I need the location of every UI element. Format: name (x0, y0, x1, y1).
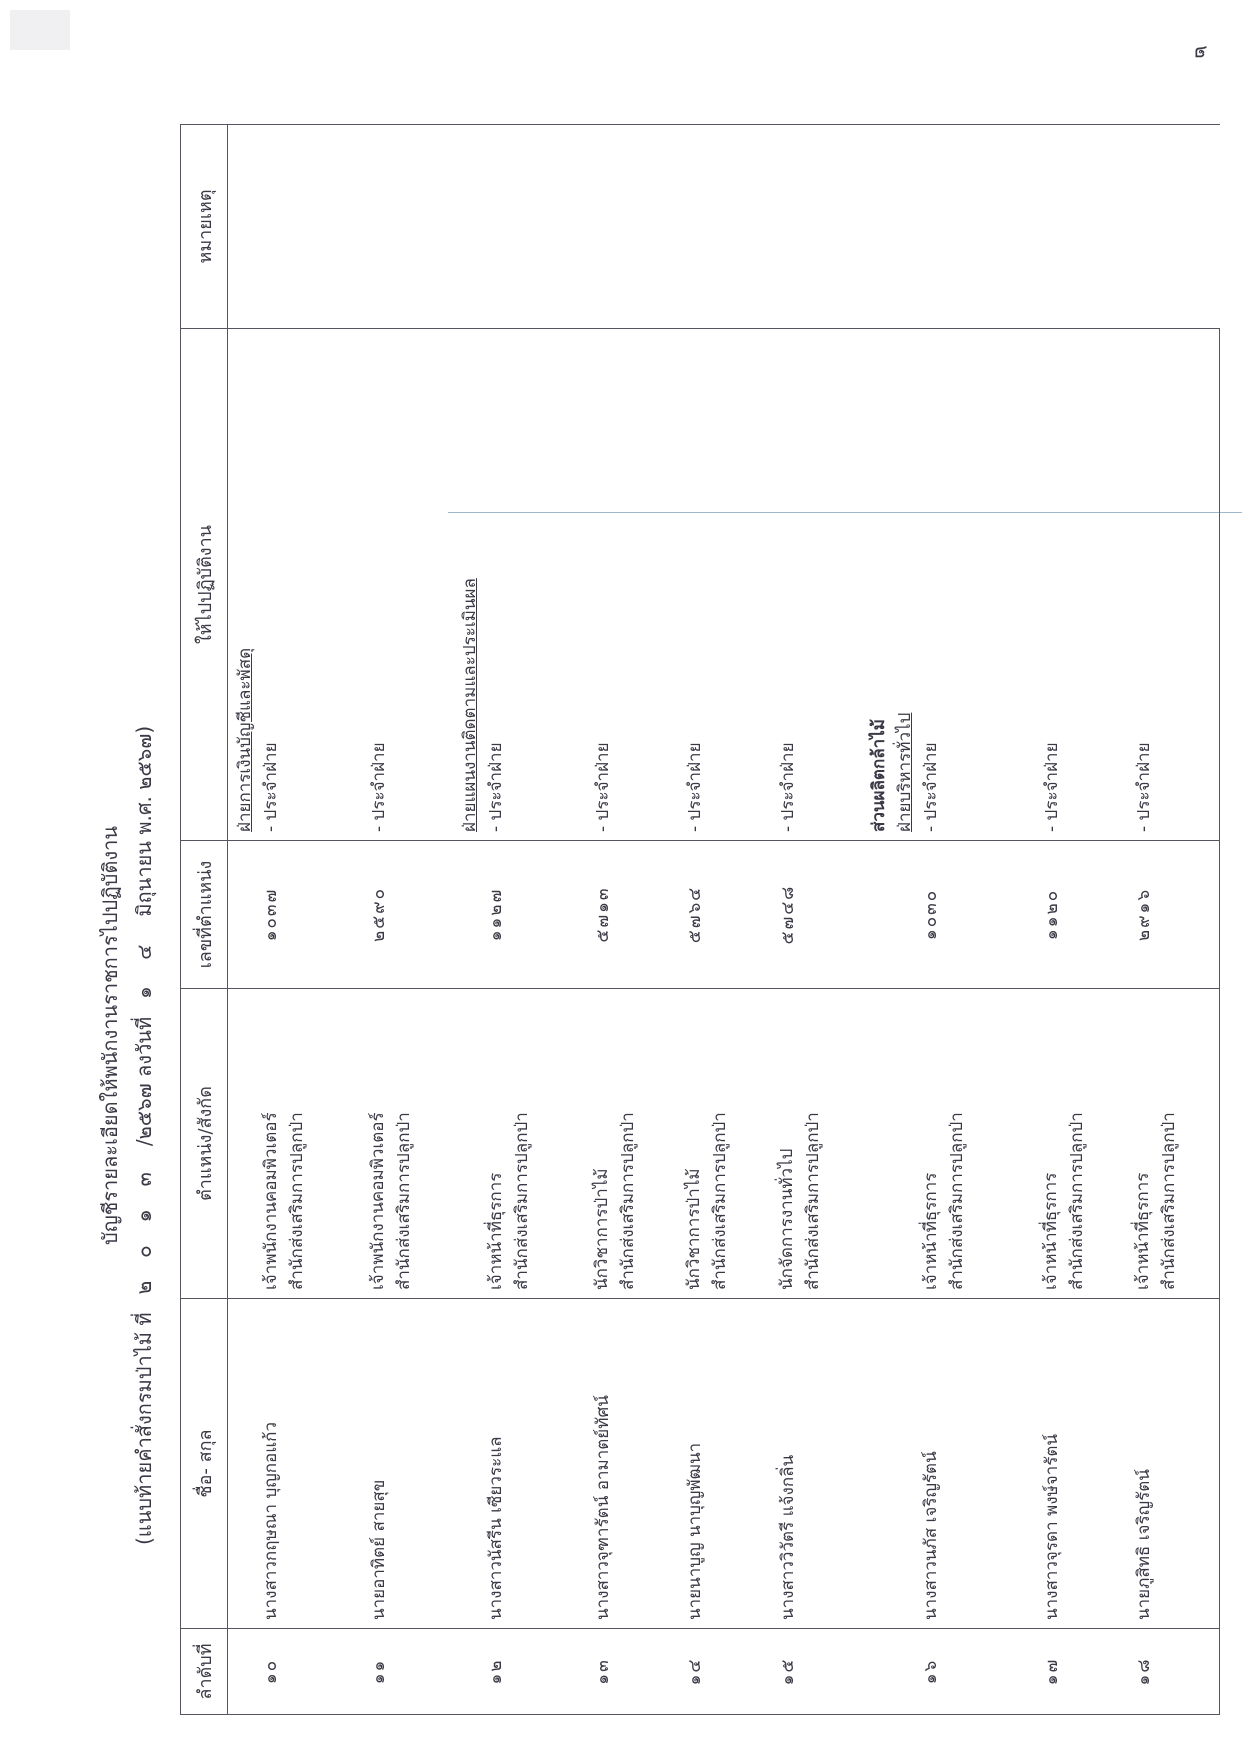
position-number: ๑๑๒๗ (453, 841, 585, 989)
position-number: ๑๐๓๐ (862, 841, 1034, 989)
table-row (862, 125, 1034, 1715)
staff-name: นางสาวนภัส เจริญรัตน์ (862, 1299, 1034, 1629)
assignment: - ประจำฝ่าย (1126, 329, 1219, 841)
assignment: ฝ่ายการเงินบัญชีและพัสดุ - ประจำฝ่าย (228, 329, 361, 841)
table-row (453, 125, 585, 1715)
position-office: เจ้าหน้าที่ธุรการ สำนักส่งเสริมการปลูกป่า (1126, 989, 1219, 1299)
column-header: ชื่อ- สกุล (181, 1299, 228, 1629)
staff-name: นางสาวกฤษณา บุญกอแก้ว (228, 1299, 361, 1629)
column-header: หมายเหตุ (181, 125, 228, 329)
position-office: เจ้าพนักงานคอมพิวเตอร์ สำนักส่งเสริมการปลูกป่า (361, 989, 453, 1299)
table-row (1126, 125, 1219, 1715)
column-header: ให้ไปปฏิบัติงาน (181, 329, 228, 841)
remark (228, 125, 1220, 329)
order-number: ๒ ๐ ๑ ๓ (132, 1164, 156, 1295)
position-office: เจ้าพนักงานคอมพิวเตอร์ สำนักส่งเสริมการปลูกป่า (228, 989, 361, 1299)
assignment: ส่วนผลิตกล้าไม้ ฝ่ายบริหารทั่วไป - ประจำฝ่าย (862, 329, 1034, 841)
staff-name: นายอาทิตย์ สายสุข (361, 1299, 453, 1629)
position-office: นักจัดการงานทั่วไป สำนักส่งเสริมการปลูกป่า (770, 989, 862, 1299)
staff-name: นางสาวจุรดา พงษ์จารัตน์ (1034, 1299, 1126, 1629)
assignment: - ประจำฝ่าย (585, 329, 677, 841)
table-row (228, 125, 361, 1715)
position-office: เจ้าหน้าที่ธุรการ สำนักส่งเสริมการปลูกป่า (862, 989, 1034, 1299)
row-number: ๑๑ (361, 1629, 453, 1715)
position-number: ๒๙๑๖ (1126, 841, 1219, 989)
position-office: นักวิชาการป่าไม้ สำนักส่งเสริมการปลูกป่า (677, 989, 769, 1299)
column-header: เลขที่ตำแหน่ง (181, 841, 228, 989)
scan-edge-mark (10, 10, 70, 50)
order-year: /๒๕๖๗ ลงวันที่ (132, 1016, 156, 1147)
table-header-row (181, 125, 228, 1715)
position-number: ๒๕๙๐ (361, 841, 453, 989)
table-row (585, 125, 677, 1715)
table-row (1034, 125, 1126, 1715)
order-reference-prefix: (แนบท้ายคำสั่งกรมป่าไม้ ที่ (132, 1312, 156, 1545)
assignment: ฝ่ายแผนงานติดตามและประเมินผล - ประจำฝ่าย (453, 329, 585, 841)
page-number: ๒ (1190, 45, 1215, 59)
row-number: ๑๔ (677, 1629, 769, 1715)
position-office: นักวิชาการป่าไม้ สำนักส่งเสริมการปลูกป่า (585, 989, 677, 1299)
row-number: ๑๘ (1126, 1629, 1219, 1715)
position-number: ๑๑๒๐ (1034, 841, 1126, 989)
row-number: ๑๓ (585, 1629, 677, 1715)
position-number: ๕๗๔๘ (770, 841, 862, 989)
assignment: - ประจำฝ่าย (677, 329, 769, 841)
document-title: บัญชีรายละเอียดให้พนักงานราชการไปปฏิบัติงาน (98, 826, 122, 1245)
staff-name: นายภูสิทธิ เจริญรัตน์ (1126, 1299, 1219, 1629)
row-number: ๑๖ (862, 1629, 1034, 1715)
position-office: เจ้าหน้าที่ธุรการ สำนักส่งเสริมการปลูกป่า (453, 989, 585, 1299)
row-number: ๑๐ (228, 1629, 361, 1715)
order-reference (128, 726, 161, 1545)
document-landscape (80, 125, 1220, 1715)
assignment: - ประจำฝ่าย (1034, 329, 1126, 841)
table-row (361, 125, 453, 1715)
staff-name: นางสาวนัสรีน เซียวระแล (453, 1299, 585, 1629)
column-header: ตำแหน่ง/สังกัด (181, 989, 228, 1299)
position-number: ๕๗๑๓ (585, 841, 677, 989)
row-number: ๑๒ (453, 1629, 585, 1715)
title-block (80, 125, 190, 1715)
order-day: ๑ ๔ (132, 934, 156, 999)
position-number: ๑๐๓๗ (228, 841, 361, 989)
row-number: ๑๕ (770, 1629, 862, 1715)
row-number: ๑๗ (1034, 1629, 1126, 1715)
order-month-year: มิถุนายน พ.ศ. ๒๕๖๗) (132, 725, 156, 917)
staff-name: นายนาบูญ นาบุญพัฒนา (677, 1299, 769, 1629)
staff-name: นางสาววิวัตรี แจ้งกลิ่น (770, 1299, 862, 1629)
position-number: ๕๗๖๔ (677, 841, 769, 989)
column-header: ลำดับที่ (181, 1629, 228, 1715)
assignment: - ประจำฝ่าย (770, 329, 862, 841)
position-office: เจ้าหน้าที่ธุรการ สำนักส่งเสริมการปลูกป่า (1034, 989, 1126, 1299)
assignment: - ประจำฝ่าย (361, 329, 453, 841)
staff-name: นางสาวจุฑารัตน์ อามาตย์ทัศน์ (585, 1299, 677, 1629)
table-row (677, 125, 769, 1715)
table-row (770, 125, 862, 1715)
staff-assignment-table (180, 124, 1220, 1715)
